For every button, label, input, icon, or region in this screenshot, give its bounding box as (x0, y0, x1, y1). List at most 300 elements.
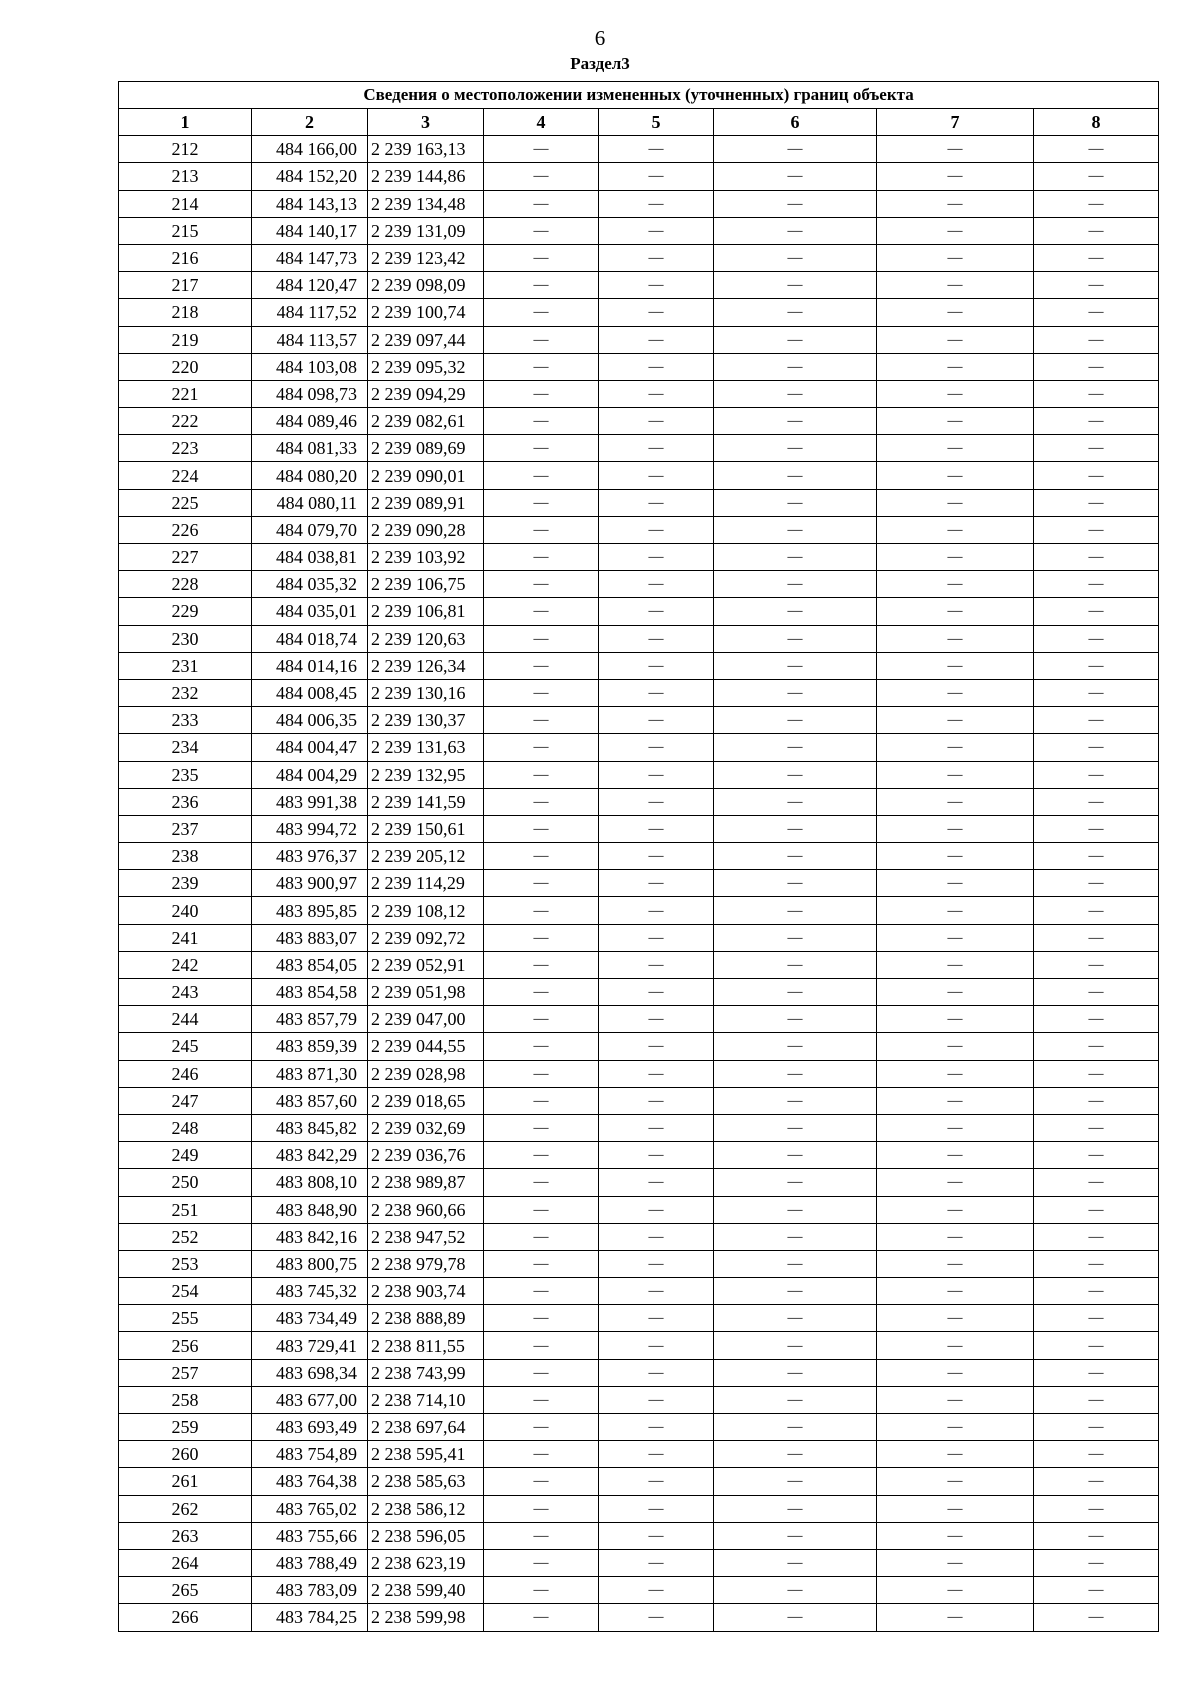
x-coordinate-cell: 484 008,45 (252, 679, 368, 706)
empty-value-cell: — (484, 244, 599, 271)
table-row (119, 1549, 1159, 1576)
column-header: 6 (714, 109, 877, 136)
empty-value-cell: — (484, 163, 599, 190)
empty-value-cell: — (714, 326, 877, 353)
empty-value-cell: — (714, 1006, 877, 1033)
empty-value-cell: — (484, 598, 599, 625)
empty-value-cell: — (714, 1549, 877, 1576)
y-coordinate-cell: 2 239 106,75 (368, 571, 484, 598)
empty-value-cell: — (877, 1278, 1034, 1305)
empty-value-cell: — (714, 571, 877, 598)
empty-value-cell: — (877, 1468, 1034, 1495)
empty-value-cell: — (599, 1142, 714, 1169)
x-coordinate-cell: 483 734,49 (252, 1305, 368, 1332)
empty-value-cell: — (484, 462, 599, 489)
empty-value-cell: — (714, 1250, 877, 1277)
empty-value-cell: — (714, 1278, 877, 1305)
empty-value-cell: — (484, 1250, 599, 1277)
empty-value-cell: — (714, 462, 877, 489)
empty-value-cell: — (877, 299, 1034, 326)
empty-value-cell: — (1034, 244, 1159, 271)
y-coordinate-cell: 2 239 132,95 (368, 761, 484, 788)
empty-value-cell: — (1034, 897, 1159, 924)
table-row (119, 299, 1159, 326)
point-number-cell: 261 (119, 1468, 252, 1495)
table-row (119, 1223, 1159, 1250)
column-header: 3 (368, 109, 484, 136)
empty-value-cell: — (1034, 924, 1159, 951)
empty-value-cell: — (484, 544, 599, 571)
empty-value-cell: — (484, 1332, 599, 1359)
empty-value-cell: — (714, 951, 877, 978)
x-coordinate-cell: 484 035,32 (252, 571, 368, 598)
y-coordinate-cell: 2 239 103,92 (368, 544, 484, 571)
empty-value-cell: — (1034, 815, 1159, 842)
y-coordinate-cell: 2 239 097,44 (368, 326, 484, 353)
empty-value-cell: — (714, 1114, 877, 1141)
empty-value-cell: — (599, 1495, 714, 1522)
point-number-cell: 252 (119, 1223, 252, 1250)
x-coordinate-cell: 484 147,73 (252, 244, 368, 271)
empty-value-cell: — (484, 1033, 599, 1060)
point-number-cell: 217 (119, 272, 252, 299)
y-coordinate-cell: 2 238 697,64 (368, 1414, 484, 1441)
empty-value-cell: — (599, 598, 714, 625)
x-coordinate-cell: 484 080,11 (252, 489, 368, 516)
empty-value-cell: — (599, 1223, 714, 1250)
empty-value-cell: — (484, 408, 599, 435)
empty-value-cell: — (877, 190, 1034, 217)
column-header: 5 (599, 109, 714, 136)
empty-value-cell: — (877, 707, 1034, 734)
point-number-cell: 236 (119, 788, 252, 815)
empty-value-cell: — (599, 815, 714, 842)
x-coordinate-cell: 483 857,60 (252, 1087, 368, 1114)
empty-value-cell: — (1034, 1468, 1159, 1495)
table-row (119, 163, 1159, 190)
empty-value-cell: — (714, 924, 877, 951)
y-coordinate-cell: 2 238 903,74 (368, 1278, 484, 1305)
y-coordinate-cell: 2 238 979,78 (368, 1250, 484, 1277)
empty-value-cell: — (599, 1332, 714, 1359)
empty-value-cell: — (599, 272, 714, 299)
empty-value-cell: — (714, 136, 877, 163)
empty-value-cell: — (599, 1250, 714, 1277)
empty-value-cell: — (599, 1278, 714, 1305)
empty-value-cell: — (1034, 272, 1159, 299)
empty-value-cell: — (599, 1414, 714, 1441)
x-coordinate-cell: 484 089,46 (252, 408, 368, 435)
point-number-cell: 220 (119, 353, 252, 380)
table-row (119, 761, 1159, 788)
empty-value-cell: — (877, 1414, 1034, 1441)
column-header: 8 (1034, 109, 1159, 136)
empty-value-cell: — (1034, 1223, 1159, 1250)
empty-value-cell: — (599, 163, 714, 190)
empty-value-cell: — (599, 761, 714, 788)
x-coordinate-cell: 484 120,47 (252, 272, 368, 299)
point-number-cell: 237 (119, 815, 252, 842)
empty-value-cell: — (484, 435, 599, 462)
empty-value-cell: — (714, 1522, 877, 1549)
point-number-cell: 239 (119, 870, 252, 897)
empty-value-cell: — (484, 489, 599, 516)
empty-value-cell: — (484, 870, 599, 897)
y-coordinate-cell: 2 239 120,63 (368, 625, 484, 652)
x-coordinate-cell: 484 140,17 (252, 217, 368, 244)
point-number-cell: 226 (119, 516, 252, 543)
x-coordinate-cell: 483 845,82 (252, 1114, 368, 1141)
empty-value-cell: — (599, 788, 714, 815)
x-coordinate-cell: 484 079,70 (252, 516, 368, 543)
empty-value-cell: — (484, 380, 599, 407)
empty-value-cell: — (877, 1250, 1034, 1277)
empty-value-cell: — (484, 217, 599, 244)
x-coordinate-cell: 483 755,66 (252, 1522, 368, 1549)
empty-value-cell: — (877, 1196, 1034, 1223)
point-number-cell: 222 (119, 408, 252, 435)
table-row (119, 136, 1159, 163)
empty-value-cell: — (1034, 707, 1159, 734)
x-coordinate-cell: 483 854,05 (252, 951, 368, 978)
empty-value-cell: — (599, 1169, 714, 1196)
table-row (119, 1604, 1159, 1631)
x-coordinate-cell: 483 883,07 (252, 924, 368, 951)
table-row (119, 1522, 1159, 1549)
x-coordinate-cell: 483 677,00 (252, 1386, 368, 1413)
empty-value-cell: — (877, 1223, 1034, 1250)
y-coordinate-cell: 2 238 743,99 (368, 1359, 484, 1386)
empty-value-cell: — (714, 1169, 877, 1196)
empty-value-cell: — (877, 244, 1034, 271)
empty-value-cell: — (877, 1441, 1034, 1468)
point-number-cell: 255 (119, 1305, 252, 1332)
x-coordinate-cell: 483 754,89 (252, 1441, 368, 1468)
empty-value-cell: — (1034, 299, 1159, 326)
empty-value-cell: — (1034, 1522, 1159, 1549)
empty-value-cell: — (1034, 1006, 1159, 1033)
y-coordinate-cell: 2 238 595,41 (368, 1441, 484, 1468)
empty-value-cell: — (1034, 190, 1159, 217)
table-row (119, 217, 1159, 244)
y-coordinate-cell: 2 239 150,61 (368, 815, 484, 842)
empty-value-cell: — (714, 707, 877, 734)
empty-value-cell: — (1034, 598, 1159, 625)
empty-value-cell: — (484, 1359, 599, 1386)
point-number-cell: 227 (119, 544, 252, 571)
point-number-cell: 262 (119, 1495, 252, 1522)
table-row (119, 272, 1159, 299)
table-row (119, 1196, 1159, 1223)
empty-value-cell: — (484, 1522, 599, 1549)
empty-value-cell: — (1034, 951, 1159, 978)
y-coordinate-cell: 2 239 052,91 (368, 951, 484, 978)
empty-value-cell: — (1034, 788, 1159, 815)
empty-value-cell: — (1034, 1604, 1159, 1631)
y-coordinate-cell: 2 239 114,29 (368, 870, 484, 897)
column-header: 2 (252, 109, 368, 136)
empty-value-cell: — (877, 544, 1034, 571)
y-coordinate-cell: 2 238 596,05 (368, 1522, 484, 1549)
empty-value-cell: — (1034, 462, 1159, 489)
x-coordinate-cell: 483 857,79 (252, 1006, 368, 1033)
y-coordinate-cell: 2 239 032,69 (368, 1114, 484, 1141)
y-coordinate-cell: 2 239 205,12 (368, 843, 484, 870)
empty-value-cell: — (484, 1305, 599, 1332)
empty-value-cell: — (877, 1114, 1034, 1141)
empty-value-cell: — (484, 272, 599, 299)
empty-value-cell: — (599, 544, 714, 571)
y-coordinate-cell: 2 239 095,32 (368, 353, 484, 380)
x-coordinate-cell: 483 854,58 (252, 979, 368, 1006)
x-coordinate-cell: 483 698,34 (252, 1359, 368, 1386)
page-number: 6 (594, 26, 606, 50)
empty-value-cell: — (484, 897, 599, 924)
point-number-cell: 259 (119, 1414, 252, 1441)
point-number-cell: 241 (119, 924, 252, 951)
x-coordinate-cell: 484 004,47 (252, 734, 368, 761)
empty-value-cell: — (599, 1386, 714, 1413)
empty-value-cell: — (877, 408, 1034, 435)
empty-value-cell: — (714, 408, 877, 435)
empty-value-cell: — (484, 353, 599, 380)
empty-value-cell: — (1034, 1169, 1159, 1196)
empty-value-cell: — (484, 679, 599, 706)
empty-value-cell: — (599, 571, 714, 598)
point-number-cell: 266 (119, 1604, 252, 1631)
table-row (119, 1468, 1159, 1495)
table-row (119, 951, 1159, 978)
empty-value-cell: — (1034, 1196, 1159, 1223)
table-row (119, 1577, 1159, 1604)
empty-value-cell: — (484, 707, 599, 734)
y-coordinate-cell: 2 239 126,34 (368, 652, 484, 679)
x-coordinate-cell: 483 895,85 (252, 897, 368, 924)
x-coordinate-cell: 484 006,35 (252, 707, 368, 734)
point-number-cell: 212 (119, 136, 252, 163)
point-number-cell: 232 (119, 679, 252, 706)
empty-value-cell: — (484, 1060, 599, 1087)
empty-value-cell: — (599, 1522, 714, 1549)
empty-value-cell: — (1034, 1386, 1159, 1413)
point-number-cell: 238 (119, 843, 252, 870)
empty-value-cell: — (714, 1223, 877, 1250)
x-coordinate-cell: 483 800,75 (252, 1250, 368, 1277)
empty-value-cell: — (1034, 136, 1159, 163)
table-row (119, 1142, 1159, 1169)
table-row (119, 1441, 1159, 1468)
empty-value-cell: — (1034, 1577, 1159, 1604)
point-number-cell: 224 (119, 462, 252, 489)
empty-value-cell: — (484, 788, 599, 815)
point-number-cell: 243 (119, 979, 252, 1006)
empty-value-cell: — (599, 1604, 714, 1631)
empty-value-cell: — (599, 625, 714, 652)
x-coordinate-cell: 483 783,09 (252, 1577, 368, 1604)
y-coordinate-cell: 2 238 960,66 (368, 1196, 484, 1223)
table-row (119, 1359, 1159, 1386)
empty-value-cell: — (714, 544, 877, 571)
empty-value-cell: — (877, 788, 1034, 815)
x-coordinate-cell: 484 143,13 (252, 190, 368, 217)
x-coordinate-cell: 484 080,20 (252, 462, 368, 489)
empty-value-cell: — (714, 272, 877, 299)
empty-value-cell: — (1034, 1060, 1159, 1087)
empty-value-cell: — (1034, 652, 1159, 679)
empty-value-cell: — (599, 462, 714, 489)
x-coordinate-cell: 483 848,90 (252, 1196, 368, 1223)
empty-value-cell: — (599, 489, 714, 516)
y-coordinate-cell: 2 239 090,01 (368, 462, 484, 489)
empty-value-cell: — (877, 1386, 1034, 1413)
point-number-cell: 229 (119, 598, 252, 625)
empty-value-cell: — (484, 299, 599, 326)
x-coordinate-cell: 483 788,49 (252, 1549, 368, 1576)
point-number-cell: 251 (119, 1196, 252, 1223)
empty-value-cell: — (714, 1359, 877, 1386)
x-coordinate-cell: 483 765,02 (252, 1495, 368, 1522)
empty-value-cell: — (714, 761, 877, 788)
point-number-cell: 216 (119, 244, 252, 271)
empty-value-cell: — (877, 217, 1034, 244)
empty-value-cell: — (877, 435, 1034, 462)
y-coordinate-cell: 2 239 018,65 (368, 1087, 484, 1114)
empty-value-cell: — (877, 1359, 1034, 1386)
empty-value-cell: — (599, 679, 714, 706)
table-row (119, 1495, 1159, 1522)
y-coordinate-cell: 2 239 089,69 (368, 435, 484, 462)
empty-value-cell: — (1034, 979, 1159, 1006)
table-row (119, 353, 1159, 380)
empty-value-cell: — (599, 299, 714, 326)
empty-value-cell: — (484, 1169, 599, 1196)
empty-value-cell: — (1034, 1495, 1159, 1522)
point-number-cell: 221 (119, 380, 252, 407)
y-coordinate-cell: 2 238 811,55 (368, 1332, 484, 1359)
table-row (119, 435, 1159, 462)
x-coordinate-cell: 483 976,37 (252, 843, 368, 870)
table-row (119, 897, 1159, 924)
empty-value-cell: — (714, 843, 877, 870)
empty-value-cell: — (877, 679, 1034, 706)
point-number-cell: 250 (119, 1169, 252, 1196)
point-number-cell: 228 (119, 571, 252, 598)
empty-value-cell: — (484, 516, 599, 543)
empty-value-cell: — (599, 1577, 714, 1604)
x-coordinate-cell: 484 004,29 (252, 761, 368, 788)
x-coordinate-cell: 484 113,57 (252, 326, 368, 353)
table-row (119, 1278, 1159, 1305)
table-row (119, 1332, 1159, 1359)
point-number-cell: 234 (119, 734, 252, 761)
x-coordinate-cell: 483 842,16 (252, 1223, 368, 1250)
empty-value-cell: — (877, 571, 1034, 598)
y-coordinate-cell: 2 239 098,09 (368, 272, 484, 299)
point-number-cell: 233 (119, 707, 252, 734)
table-row (119, 924, 1159, 951)
empty-value-cell: — (714, 1060, 877, 1087)
point-number-cell: 235 (119, 761, 252, 788)
y-coordinate-cell: 2 239 047,00 (368, 1006, 484, 1033)
empty-value-cell: — (714, 489, 877, 516)
empty-value-cell: — (1034, 1359, 1159, 1386)
empty-value-cell: — (714, 190, 877, 217)
table-row (119, 1087, 1159, 1114)
point-number-cell: 247 (119, 1087, 252, 1114)
empty-value-cell: — (599, 1441, 714, 1468)
y-coordinate-cell: 2 238 599,40 (368, 1577, 484, 1604)
empty-value-cell: — (877, 326, 1034, 353)
empty-value-cell: — (877, 870, 1034, 897)
y-coordinate-cell: 2 239 130,16 (368, 679, 484, 706)
empty-value-cell: — (484, 136, 599, 163)
table-row (119, 244, 1159, 271)
empty-value-cell: — (599, 244, 714, 271)
empty-value-cell: — (877, 843, 1034, 870)
x-coordinate-cell: 484 035,01 (252, 598, 368, 625)
empty-value-cell: — (714, 897, 877, 924)
table-row (119, 571, 1159, 598)
empty-value-cell: — (1034, 843, 1159, 870)
empty-value-cell: — (877, 897, 1034, 924)
empty-value-cell: — (714, 435, 877, 462)
table-row (119, 652, 1159, 679)
empty-value-cell: — (484, 924, 599, 951)
empty-value-cell: — (714, 1604, 877, 1631)
empty-value-cell: — (714, 1414, 877, 1441)
point-number-cell: 245 (119, 1033, 252, 1060)
x-coordinate-cell: 484 098,73 (252, 380, 368, 407)
empty-value-cell: — (877, 380, 1034, 407)
point-number-cell: 257 (119, 1359, 252, 1386)
table-row (119, 1386, 1159, 1413)
x-coordinate-cell: 483 859,39 (252, 1033, 368, 1060)
point-number-cell: 225 (119, 489, 252, 516)
y-coordinate-cell: 2 239 108,12 (368, 897, 484, 924)
empty-value-cell: — (484, 625, 599, 652)
empty-value-cell: — (714, 1441, 877, 1468)
empty-value-cell: — (484, 1549, 599, 1576)
empty-value-cell: — (877, 1087, 1034, 1114)
empty-value-cell: — (714, 598, 877, 625)
empty-value-cell: — (1034, 326, 1159, 353)
table-row (119, 598, 1159, 625)
empty-value-cell: — (484, 1006, 599, 1033)
table-row (119, 1114, 1159, 1141)
point-number-cell: 214 (119, 190, 252, 217)
point-number-cell: 254 (119, 1278, 252, 1305)
coordinates-table (118, 81, 1159, 1632)
empty-value-cell: — (877, 1060, 1034, 1087)
y-coordinate-cell: 2 239 131,09 (368, 217, 484, 244)
empty-value-cell: — (599, 951, 714, 978)
y-coordinate-cell: 2 238 714,10 (368, 1386, 484, 1413)
empty-value-cell: — (484, 1223, 599, 1250)
empty-value-cell: — (877, 353, 1034, 380)
empty-value-cell: — (599, 1549, 714, 1576)
y-coordinate-cell: 2 239 130,37 (368, 707, 484, 734)
empty-value-cell: — (714, 299, 877, 326)
empty-value-cell: — (1034, 163, 1159, 190)
table-row (119, 734, 1159, 761)
table-row (119, 679, 1159, 706)
y-coordinate-cell: 2 239 028,98 (368, 1060, 484, 1087)
y-coordinate-cell: 2 239 163,13 (368, 136, 484, 163)
empty-value-cell: — (484, 1142, 599, 1169)
empty-value-cell: — (1034, 489, 1159, 516)
column-header-row (119, 109, 1159, 136)
empty-value-cell: — (1034, 353, 1159, 380)
